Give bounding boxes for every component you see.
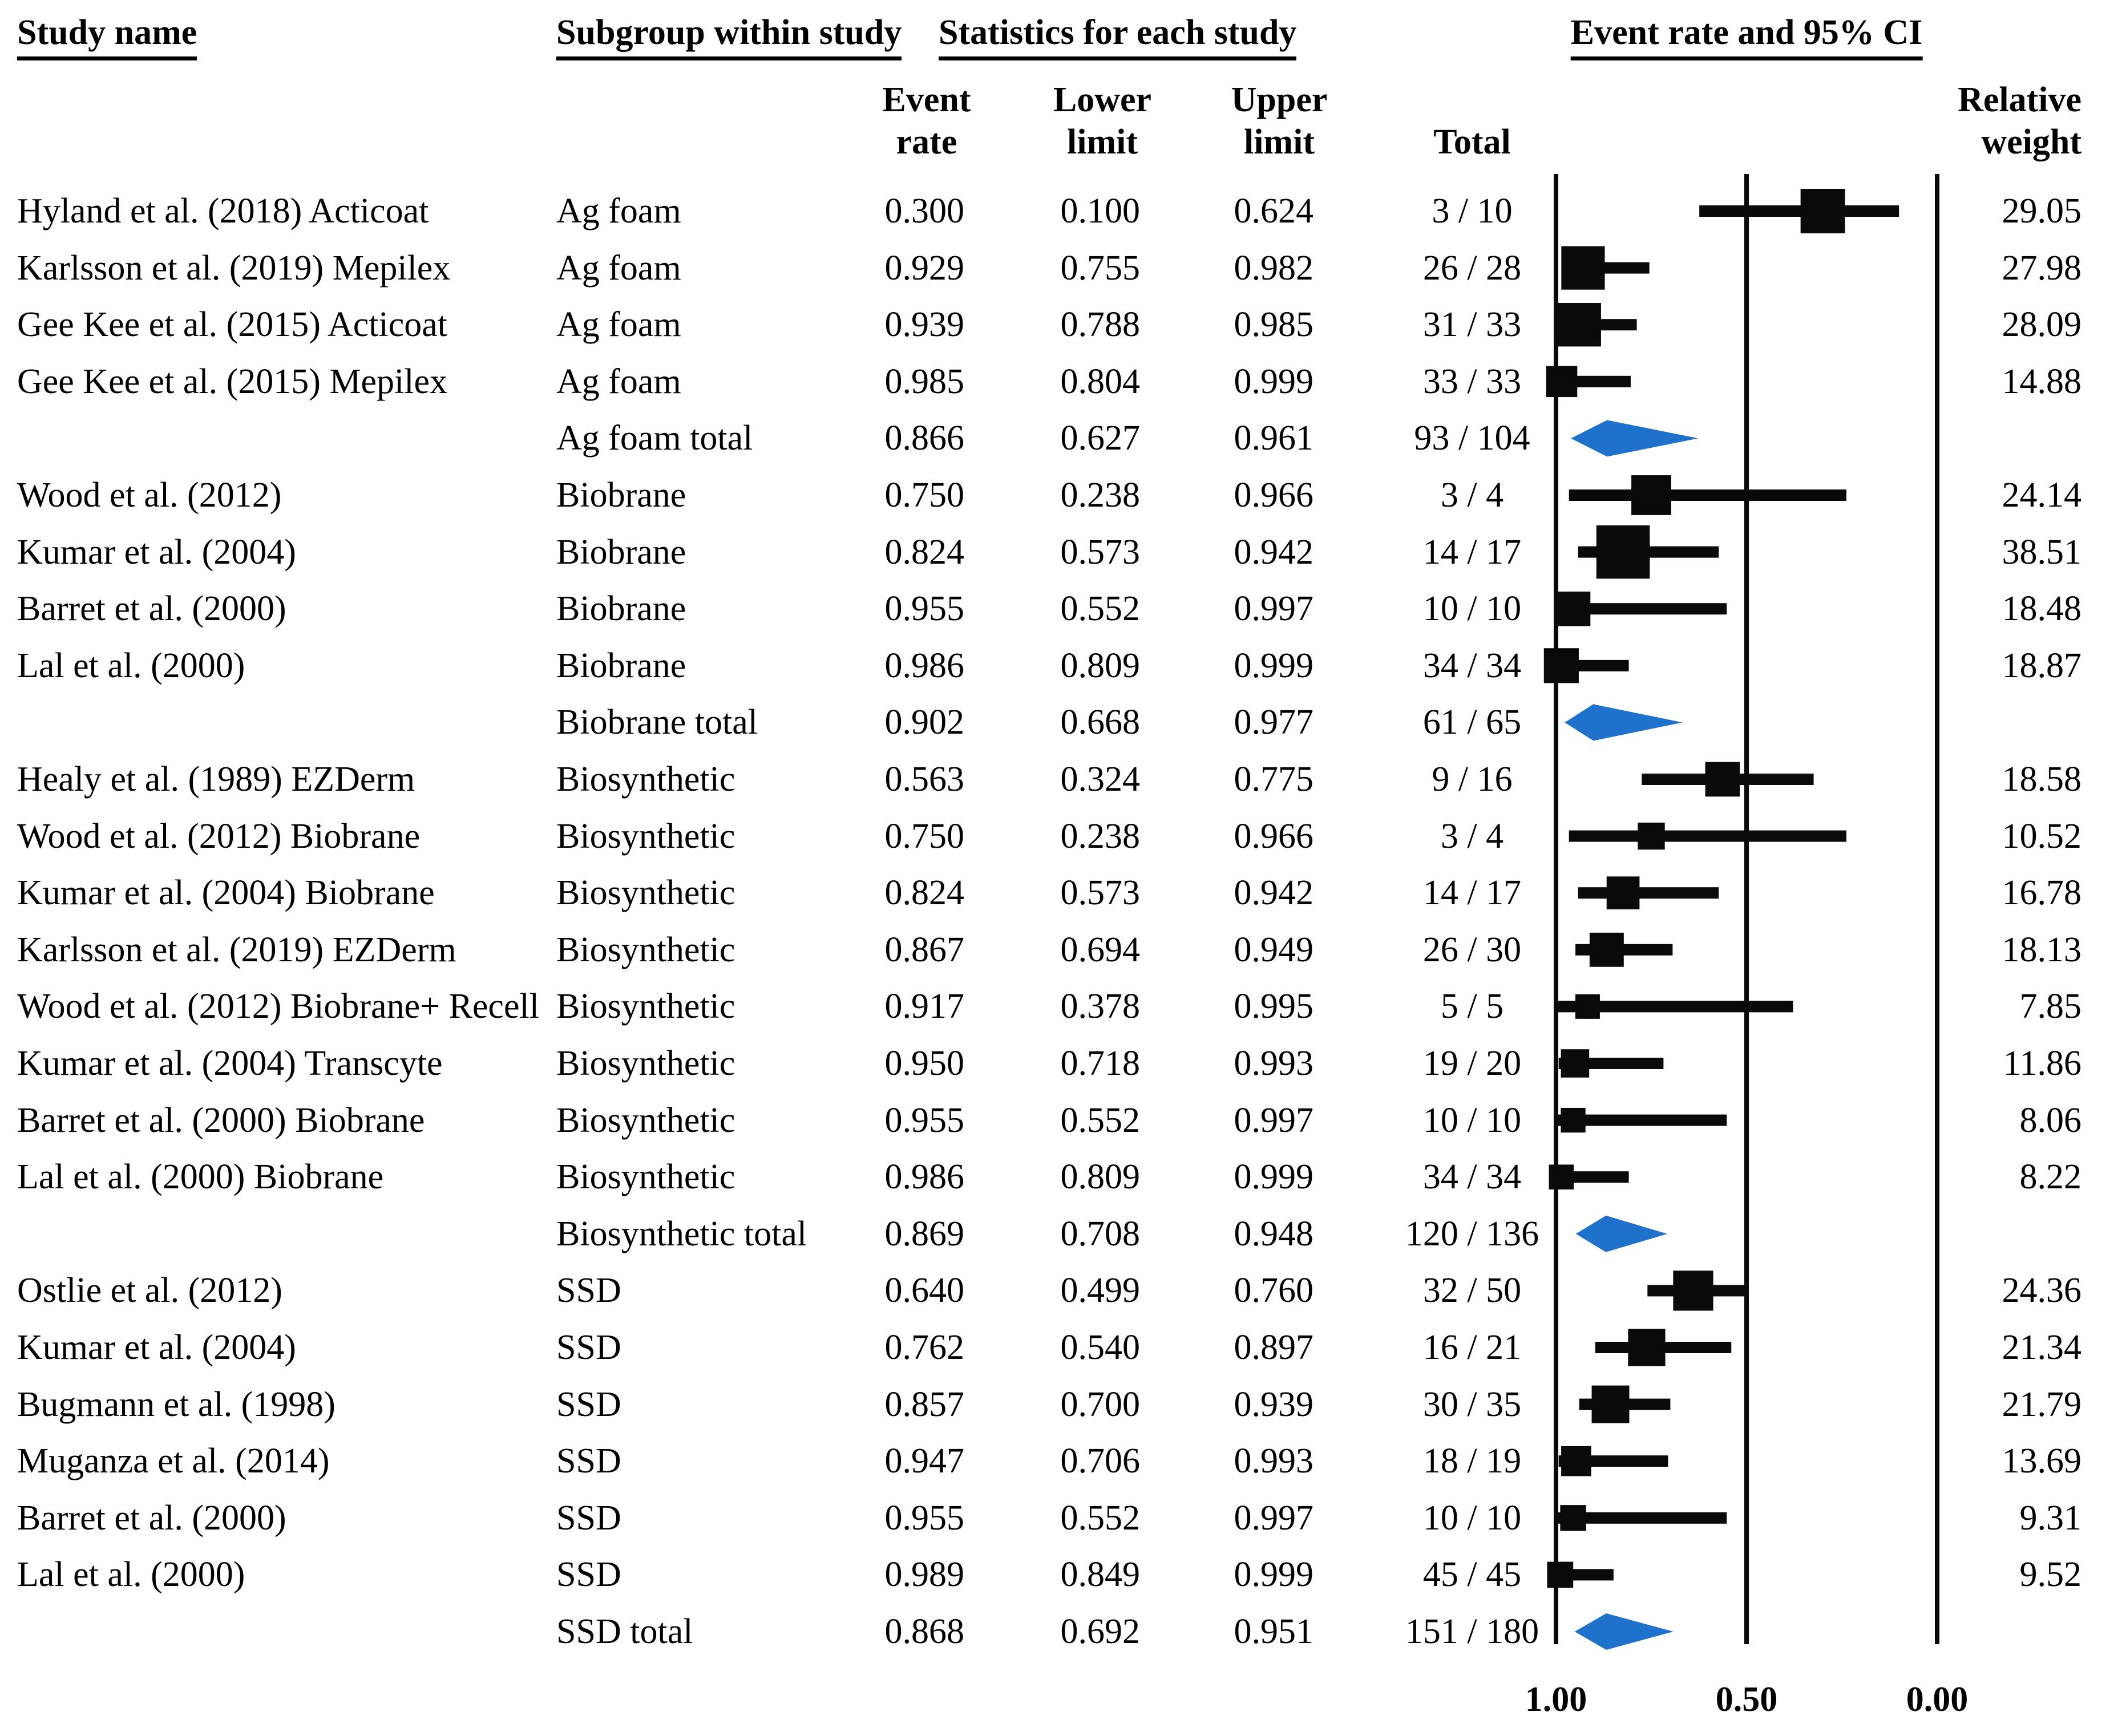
- upper-limit-cell: 0.997: [1234, 1498, 1313, 1537]
- weight-cell: 11.86: [2003, 1044, 2081, 1083]
- total-cell: 26 / 30: [1422, 930, 1522, 969]
- subgroup-cell: Biobrane total: [556, 703, 758, 742]
- study-name-cell: Kumar et al. (2004): [17, 1328, 296, 1367]
- upper-limit-cell: 0.999: [1234, 1158, 1313, 1197]
- subgroup-cell: SSD: [556, 1385, 621, 1424]
- study-name-cell: Ostlie et al. (2012): [17, 1271, 282, 1310]
- upper-limit-cell: 0.966: [1234, 816, 1313, 856]
- lower-limit-cell: 0.668: [1060, 703, 1140, 742]
- lower-limit-cell: 0.238: [1060, 476, 1140, 515]
- upper-limit-cell: 0.993: [1234, 1044, 1313, 1083]
- subgroup-cell: Ag foam: [556, 362, 681, 401]
- column-header-lower-limit-line2: limit: [1067, 123, 1138, 161]
- event-rate-cell: 0.955: [884, 589, 964, 629]
- study-name-cell: Wood et al. (2012) Biobrane+ Recell: [17, 987, 539, 1026]
- column-header-event-rate-line2: rate: [896, 123, 957, 161]
- ci-bar: [1578, 887, 1719, 899]
- point-estimate-square: [1590, 933, 1624, 967]
- event-rate-cell: 0.824: [884, 873, 964, 913]
- header-study-name: Study name: [17, 14, 197, 60]
- weight-cell: 16.78: [2002, 873, 2081, 913]
- column-header-event-rate-line1: Event: [882, 80, 971, 119]
- upper-limit-cell: 0.982: [1234, 248, 1313, 288]
- event-rate-cell: 0.986: [884, 1158, 964, 1197]
- lower-limit-cell: 0.755: [1060, 248, 1140, 288]
- event-rate-cell: 0.986: [884, 646, 964, 685]
- study-name-cell: Barret et al. (2000): [17, 589, 286, 629]
- point-estimate-square: [1558, 303, 1601, 346]
- event-rate-cell: 0.750: [884, 476, 964, 515]
- upper-limit-cell: 0.999: [1234, 1555, 1313, 1595]
- lower-limit-cell: 0.809: [1060, 1158, 1140, 1197]
- upper-limit-cell: 0.949: [1234, 930, 1313, 969]
- event-rate-cell: 0.939: [884, 305, 964, 345]
- event-rate-cell: 0.955: [884, 1100, 964, 1140]
- point-estimate-square: [1596, 525, 1650, 579]
- study-name-cell: Lal et al. (2000) Biobrane: [17, 1158, 384, 1197]
- event-rate-cell: 0.868: [884, 1612, 964, 1651]
- summary-diamond: [1565, 704, 1682, 740]
- study-name-cell: Lal et al. (2000): [17, 646, 245, 685]
- upper-limit-cell: 0.997: [1234, 589, 1313, 629]
- total-cell: 19 / 20: [1422, 1044, 1522, 1083]
- lower-limit-cell: 0.573: [1060, 532, 1140, 572]
- column-header-relative-weight-line1: Relative: [1958, 80, 2081, 119]
- upper-limit-cell: 0.897: [1234, 1328, 1313, 1367]
- weight-cell: 9.31: [2019, 1498, 2081, 1537]
- weight-cell: 27.98: [2002, 248, 2081, 288]
- lower-limit-cell: 0.552: [1060, 589, 1140, 629]
- lower-limit-cell: 0.694: [1060, 930, 1140, 969]
- upper-limit-cell: 0.942: [1234, 873, 1313, 913]
- event-rate-cell: 0.929: [884, 248, 964, 288]
- study-name-cell: Healy et al. (1989) EZDerm: [17, 760, 415, 799]
- total-cell: 93 / 104: [1414, 419, 1530, 458]
- header-event-rate-ci: Event rate and 95% CI: [1571, 14, 1923, 60]
- upper-limit-cell: 0.999: [1234, 362, 1313, 401]
- summary-diamond: [1576, 1216, 1667, 1252]
- total-cell: 10 / 10: [1422, 589, 1522, 629]
- total-cell: 34 / 34: [1422, 646, 1522, 685]
- subgroup-cell: Biosynthetic: [556, 987, 735, 1026]
- total-cell: 3 / 4: [1440, 816, 1504, 856]
- upper-limit-cell: 0.624: [1234, 192, 1313, 230]
- ci-bar: [1569, 489, 1846, 501]
- lower-limit-cell: 0.849: [1060, 1555, 1140, 1595]
- lower-limit-cell: 0.809: [1060, 646, 1140, 685]
- upper-limit-cell: 0.951: [1234, 1612, 1313, 1651]
- weight-cell: 14.88: [2002, 362, 2081, 401]
- lower-limit-cell: 0.706: [1060, 1442, 1140, 1481]
- study-name-cell: Gee Kee et al. (2015) Acticoat: [17, 305, 447, 345]
- upper-limit-cell: 0.760: [1234, 1271, 1313, 1310]
- upper-limit-cell: 0.966: [1234, 476, 1313, 515]
- header-subgroup: Subgroup within study: [556, 14, 902, 60]
- total-cell: 26 / 28: [1422, 248, 1522, 288]
- event-rate-cell: 0.947: [884, 1442, 964, 1481]
- total-cell: 3 / 10: [1432, 192, 1513, 230]
- axis-tick-label-1.00: 1.00: [1525, 1680, 1587, 1719]
- weight-cell: 18.87: [2002, 646, 2081, 685]
- event-rate-cell: 0.300: [884, 192, 964, 230]
- point-estimate-square: [1547, 1562, 1573, 1588]
- study-name-cell: Hyland et al. (2018) Acticoat: [17, 192, 429, 230]
- point-estimate-square: [1560, 1505, 1586, 1531]
- subgroup-cell: Ag foam: [556, 248, 681, 288]
- subgroup-cell: Biobrane: [556, 532, 686, 572]
- column-header-relative-weight-line2: weight: [1981, 123, 2081, 161]
- study-name-cell: Kumar et al. (2004): [17, 532, 296, 572]
- point-estimate-square: [1628, 1329, 1665, 1366]
- upper-limit-cell: 0.999: [1234, 646, 1313, 685]
- header-statistics: Statistics for each study: [939, 14, 1296, 60]
- event-rate-cell: 0.869: [884, 1214, 964, 1253]
- total-cell: 16 / 21: [1422, 1328, 1522, 1367]
- total-cell: 18 / 19: [1422, 1442, 1522, 1481]
- total-cell: 151 / 180: [1405, 1612, 1539, 1651]
- lower-limit-cell: 0.552: [1060, 1100, 1140, 1140]
- weight-cell: 10.52: [2002, 816, 2081, 856]
- point-estimate-square: [1801, 189, 1845, 233]
- event-rate-cell: 0.950: [884, 1044, 964, 1083]
- subgroup-cell: Ag foam total: [556, 419, 753, 458]
- total-cell: 120 / 136: [1405, 1214, 1539, 1253]
- weight-cell: 9.52: [2019, 1555, 2081, 1595]
- event-rate-cell: 0.563: [884, 760, 964, 799]
- point-estimate-square: [1561, 1049, 1590, 1078]
- subgroup-cell: Biobrane: [556, 589, 686, 629]
- event-rate-cell: 0.640: [884, 1271, 964, 1310]
- weight-cell: 8.06: [2019, 1100, 2081, 1140]
- study-name-cell: Muganza et al. (2014): [17, 1442, 330, 1481]
- total-cell: 9 / 16: [1432, 760, 1513, 799]
- lower-limit-cell: 0.692: [1060, 1612, 1140, 1651]
- total-cell: 5 / 5: [1440, 987, 1504, 1026]
- study-name-cell: Kumar et al. (2004) Biobrane: [17, 873, 435, 913]
- upper-limit-cell: 0.995: [1234, 987, 1313, 1026]
- study-name-cell: Karlsson et al. (2019) Mepilex: [17, 248, 451, 288]
- study-name-cell: Gee Kee et al. (2015) Mepilex: [17, 362, 448, 401]
- lower-limit-cell: 0.718: [1060, 1044, 1140, 1083]
- event-rate-cell: 0.824: [884, 532, 964, 572]
- lower-limit-cell: 0.324: [1060, 760, 1140, 799]
- point-estimate-square: [1673, 1270, 1713, 1310]
- total-cell: 10 / 10: [1422, 1498, 1522, 1537]
- ci-bar: [1699, 205, 1899, 217]
- total-cell: 10 / 10: [1422, 1100, 1522, 1140]
- weight-cell: 18.48: [2002, 589, 2081, 629]
- upper-limit-cell: 0.775: [1234, 760, 1313, 799]
- weight-cell: 21.34: [2002, 1328, 2081, 1367]
- subgroup-cell: Biosynthetic: [556, 873, 735, 913]
- event-rate-cell: 0.955: [884, 1498, 964, 1537]
- subgroup-cell: Ag foam: [556, 192, 681, 230]
- total-cell: 32 / 50: [1422, 1271, 1522, 1310]
- event-rate-cell: 0.857: [884, 1385, 964, 1424]
- point-estimate-square: [1631, 475, 1671, 515]
- lower-limit-cell: 0.700: [1060, 1385, 1140, 1424]
- lower-limit-cell: 0.804: [1060, 362, 1140, 401]
- study-name-cell: Barret et al. (2000) Biobrane: [17, 1100, 425, 1140]
- point-estimate-square: [1549, 1164, 1574, 1189]
- weight-cell: 18.58: [2002, 760, 2081, 799]
- event-rate-cell: 0.985: [884, 362, 964, 401]
- subgroup-cell: Biosynthetic: [556, 930, 735, 969]
- point-estimate-square: [1638, 823, 1664, 849]
- lower-limit-cell: 0.573: [1060, 873, 1140, 913]
- total-cell: 14 / 17: [1422, 532, 1522, 572]
- point-estimate-square: [1592, 1386, 1630, 1423]
- subgroup-cell: SSD: [556, 1498, 621, 1537]
- subgroup-cell: Ag foam: [556, 305, 681, 345]
- weight-cell: 18.13: [2002, 930, 2081, 969]
- total-cell: 3 / 4: [1440, 476, 1504, 515]
- upper-limit-cell: 0.985: [1234, 305, 1313, 345]
- point-estimate-square: [1561, 1108, 1585, 1132]
- axis-tick-label-0.00: 0.00: [1906, 1680, 1969, 1719]
- subgroup-cell: Biobrane: [556, 646, 686, 685]
- subgroup-cell: SSD: [556, 1328, 621, 1367]
- upper-limit-cell: 0.993: [1234, 1442, 1313, 1481]
- point-estimate-square: [1546, 366, 1578, 398]
- subgroup-cell: Biosynthetic: [556, 760, 735, 799]
- total-cell: 30 / 35: [1422, 1385, 1522, 1424]
- event-rate-cell: 0.989: [884, 1555, 964, 1595]
- weight-cell: 21.79: [2002, 1385, 2081, 1424]
- event-rate-cell: 0.762: [884, 1328, 964, 1367]
- summary-diamond: [1571, 420, 1698, 456]
- weight-cell: 7.85: [2019, 987, 2081, 1026]
- weight-cell: 24.14: [2002, 476, 2081, 515]
- lower-limit-cell: 0.499: [1060, 1271, 1140, 1310]
- weight-cell: 24.36: [2002, 1271, 2081, 1310]
- upper-limit-cell: 0.997: [1234, 1100, 1313, 1140]
- point-estimate-square: [1705, 762, 1740, 797]
- column-header-upper-limit-line2: limit: [1244, 123, 1315, 161]
- point-estimate-square: [1575, 994, 1600, 1019]
- subgroup-cell: SSD: [556, 1442, 621, 1481]
- subgroup-cell: Biosynthetic total: [556, 1214, 807, 1253]
- total-cell: 45 / 45: [1422, 1555, 1522, 1595]
- event-rate-cell: 0.902: [884, 703, 964, 742]
- study-name-cell: Karlsson et al. (2019) EZDerm: [17, 930, 456, 969]
- weight-cell: 38.51: [2002, 532, 2081, 572]
- subgroup-cell: Biosynthetic: [556, 1100, 735, 1140]
- subgroup-cell: SSD total: [556, 1612, 693, 1651]
- upper-limit-cell: 0.961: [1234, 419, 1313, 458]
- upper-limit-cell: 0.977: [1234, 703, 1313, 742]
- upper-limit-cell: 0.942: [1234, 532, 1313, 572]
- lower-limit-cell: 0.378: [1060, 987, 1140, 1026]
- study-name-cell: Lal et al. (2000): [17, 1555, 245, 1595]
- column-header-upper-limit-line1: Upper: [1231, 80, 1328, 119]
- total-cell: 33 / 33: [1422, 362, 1522, 401]
- axis-tick-label-0.50: 0.50: [1715, 1680, 1778, 1719]
- upper-limit-cell: 0.939: [1234, 1385, 1313, 1424]
- total-cell: 61 / 65: [1422, 703, 1522, 742]
- weight-cell: 29.05: [2002, 192, 2081, 230]
- study-name-cell: Barret et al. (2000): [17, 1498, 286, 1537]
- total-cell: 14 / 17: [1422, 873, 1522, 913]
- event-rate-cell: 0.917: [884, 987, 964, 1026]
- event-rate-cell: 0.867: [884, 930, 964, 969]
- upper-limit-cell: 0.948: [1234, 1214, 1313, 1253]
- point-estimate-square: [1561, 1446, 1591, 1476]
- lower-limit-cell: 0.788: [1060, 305, 1140, 345]
- total-cell: 34 / 34: [1422, 1158, 1522, 1197]
- subgroup-cell: Biosynthetic: [556, 816, 735, 856]
- axis-line-0.50: [1744, 174, 1749, 1644]
- lower-limit-cell: 0.238: [1060, 816, 1140, 856]
- column-header-lower-limit-line1: Lower: [1053, 80, 1152, 119]
- column-header-total: Total: [1433, 123, 1511, 161]
- lower-limit-cell: 0.708: [1060, 1214, 1140, 1253]
- summary-diamond: [1575, 1613, 1674, 1650]
- lower-limit-cell: 0.540: [1060, 1328, 1140, 1367]
- event-rate-cell: 0.750: [884, 816, 964, 856]
- subgroup-cell: Biobrane: [556, 476, 686, 515]
- subgroup-cell: SSD: [556, 1555, 621, 1595]
- point-estimate-square: [1544, 648, 1579, 683]
- lower-limit-cell: 0.552: [1060, 1498, 1140, 1537]
- axis-line-0.00: [1935, 174, 1939, 1644]
- study-name-cell: Kumar et al. (2004) Transcyte: [17, 1044, 443, 1083]
- lower-limit-cell: 0.627: [1060, 419, 1140, 458]
- study-name-cell: Wood et al. (2012) Biobrane: [17, 816, 421, 856]
- total-cell: 31 / 33: [1422, 305, 1522, 345]
- subgroup-cell: Biosynthetic: [556, 1044, 735, 1083]
- point-estimate-square: [1556, 592, 1590, 626]
- point-estimate-square: [1607, 876, 1640, 909]
- study-name-cell: Wood et al. (2012): [17, 476, 282, 515]
- lower-limit-cell: 0.100: [1060, 192, 1140, 230]
- subgroup-cell: SSD: [556, 1271, 621, 1310]
- event-rate-cell: 0.866: [884, 419, 964, 458]
- weight-cell: 28.09: [2002, 305, 2081, 345]
- point-estimate-square: [1561, 246, 1604, 290]
- weight-cell: 8.22: [2019, 1158, 2081, 1197]
- ci-bar: [1569, 831, 1846, 842]
- subgroup-cell: Biosynthetic: [556, 1158, 735, 1197]
- study-name-cell: Bugmann et al. (1998): [17, 1385, 336, 1424]
- weight-cell: 13.69: [2002, 1442, 2081, 1481]
